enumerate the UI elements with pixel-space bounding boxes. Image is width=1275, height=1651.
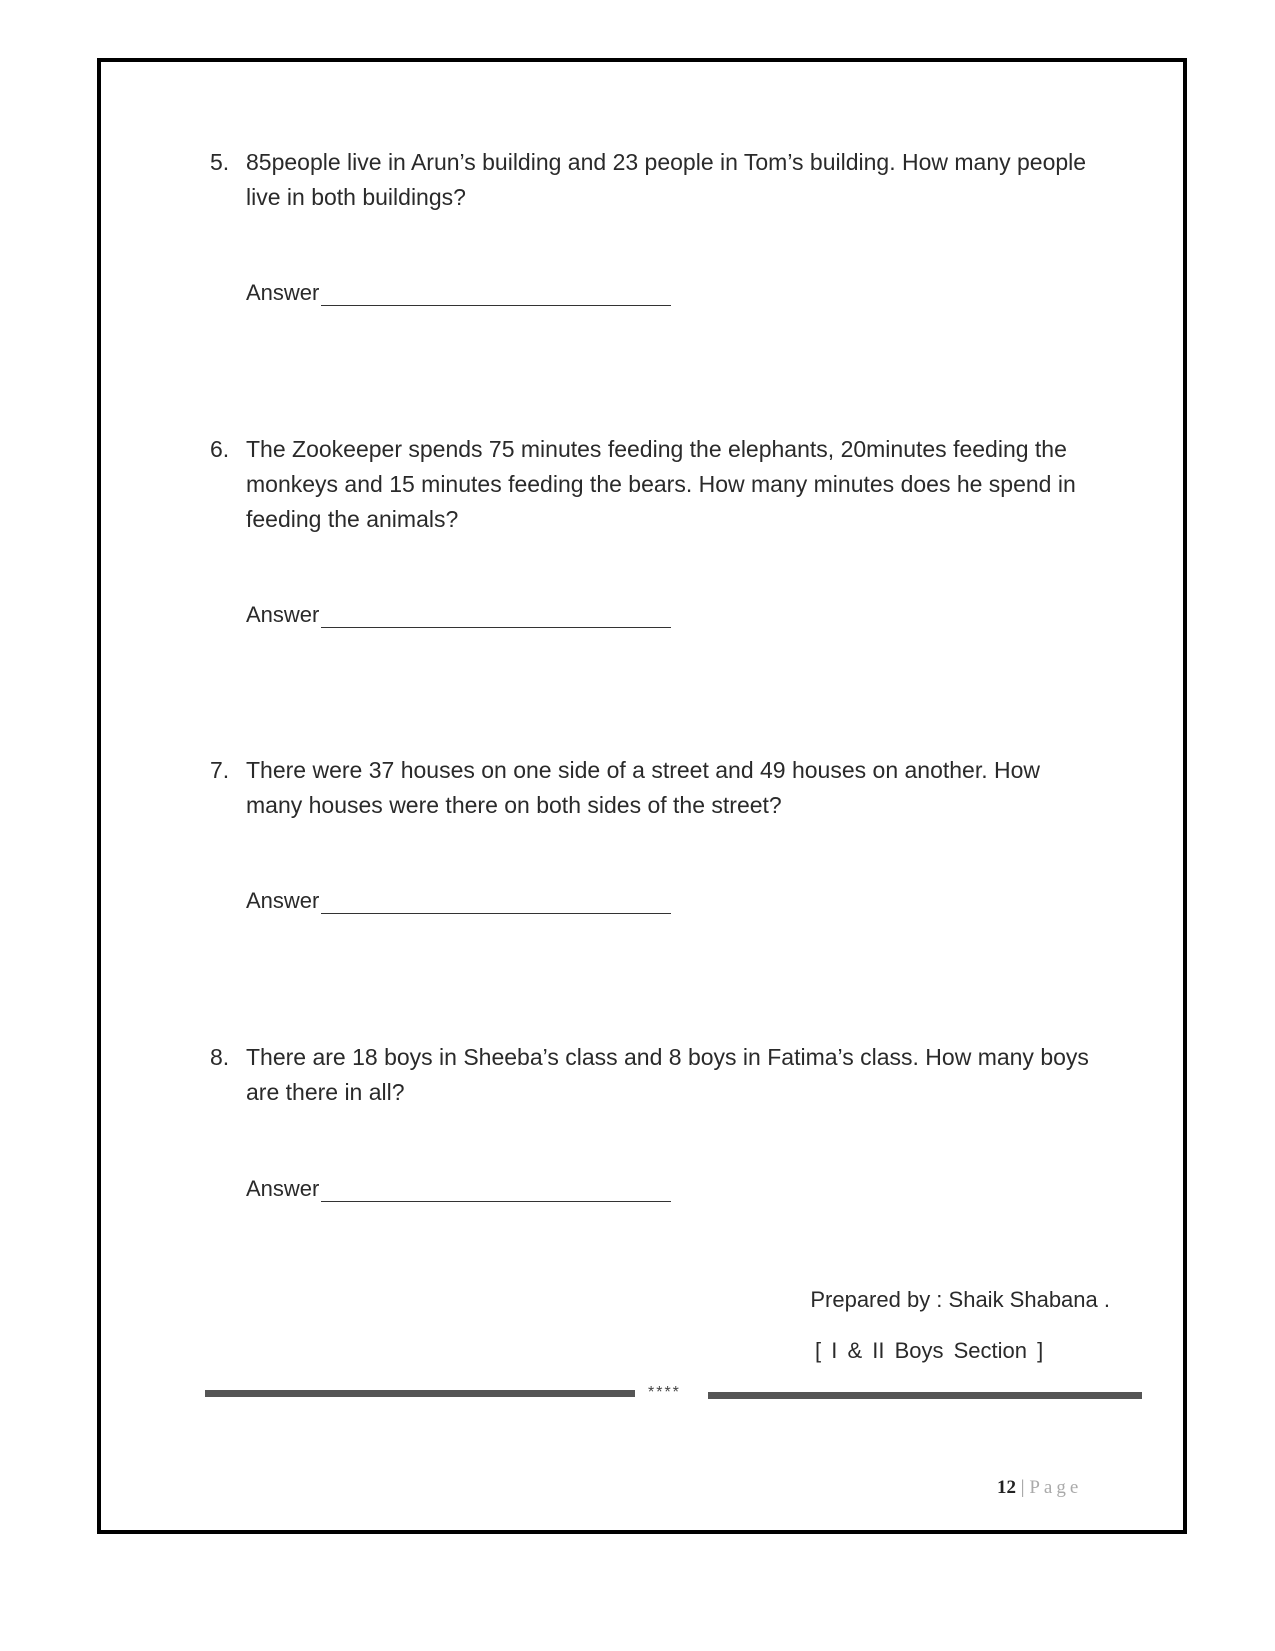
divider-left: [205, 1390, 635, 1397]
question-5: [210, 145, 1090, 215]
prepared-by: Prepared by : Shaik Shabana .: [810, 1287, 1110, 1312]
page-number-value: 12: [997, 1477, 1016, 1498]
question-8: [210, 1040, 1090, 1110]
question-number: 5.: [210, 149, 230, 175]
question-7: [210, 753, 1090, 823]
page-separator: |: [1020, 1477, 1025, 1498]
answer-blank[interactable]: [321, 1181, 671, 1202]
answer-label: Answer: [246, 888, 320, 913]
answer-blank[interactable]: [321, 893, 671, 914]
question-6: [210, 432, 1090, 537]
answer-blank[interactable]: [321, 607, 671, 628]
question-number: 7.: [210, 757, 230, 783]
page-number: [997, 1477, 1082, 1499]
divider-right: [708, 1392, 1142, 1399]
answer-label: Answer: [246, 280, 320, 305]
question-number: 8.: [210, 1044, 230, 1070]
page-word: Page: [1029, 1477, 1083, 1498]
question-number: 6.: [210, 436, 230, 462]
answer-label: Answer: [246, 602, 320, 627]
section-label: [ I & II Boys Section ]: [815, 1338, 1044, 1363]
answer-label: Answer: [246, 1176, 320, 1201]
answer-field-5: [246, 280, 671, 306]
answer-field-6: [246, 602, 671, 628]
answer-field-7: [246, 888, 671, 914]
question-text: There were 37 houses on one side of a street and 49 houses on another. How many houses were there on both sides of the street?: [246, 757, 1041, 818]
divider-stars: ****: [648, 1384, 681, 1401]
question-text: 85people live in Arun’s building and 23 people in Tom’s building. How many people live in both buildings?: [246, 149, 1087, 210]
answer-blank[interactable]: [321, 285, 671, 306]
answer-field-8: [246, 1176, 671, 1202]
question-text: The Zookeeper spends 75 minutes feeding the elephants, 20minutes feeding the monkeys and 15 minutes feeding the bears. How many minutes does he spend in feeding the animals?: [246, 436, 1076, 532]
question-text: There are 18 boys in Sheeba’s class and 8 boys in Fatima’s class. How many boys are there in all?: [246, 1044, 1089, 1105]
